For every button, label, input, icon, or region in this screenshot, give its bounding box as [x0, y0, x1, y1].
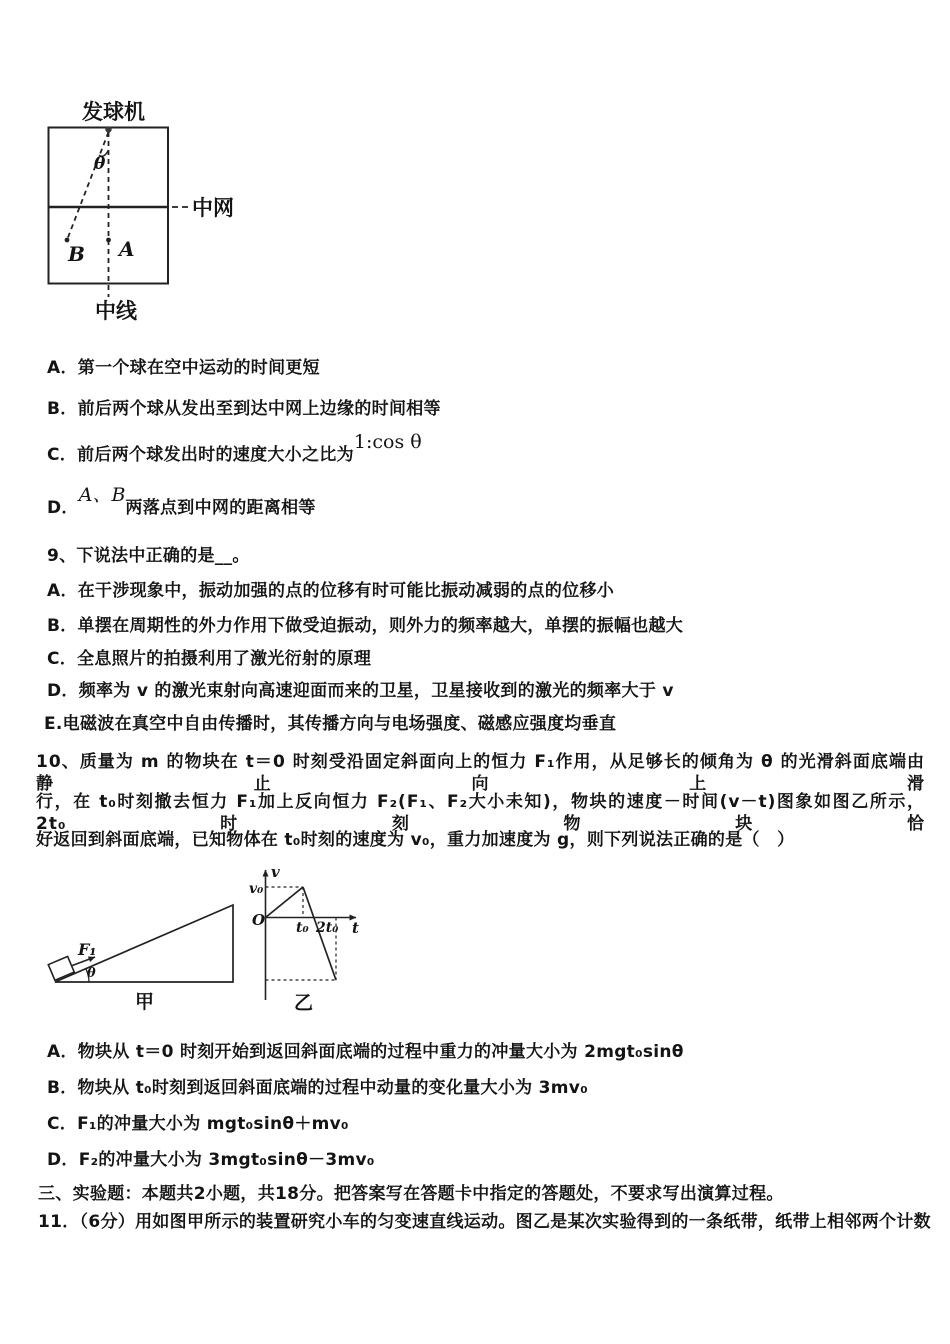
q8-option-d-points: A、B	[78, 484, 126, 506]
q8-option-a	[47, 357, 320, 379]
serve-machine-figure	[30, 90, 260, 335]
q9-option-c: C．全息照片的拍摄利用了激光衍射的原理	[47, 649, 372, 669]
q10-stem-line-2: 行，在 t₀时刻撤去恒力 F₁加上反向恒力 F₂(F₁、F₂大小未知)，物块的速度－时间(v－t)图象如图乙所示，2t₀时刻物块恰	[36, 792, 925, 834]
q8-option-c-text: 前后两个球发出时的速度大小之比为	[77, 445, 354, 465]
t0-label: t₀	[296, 920, 309, 936]
section-3-header: 三、实验题：本题共2小题，共18分。把答案写在答题卡中指定的答题处，不要求写出演算过程。	[38, 1184, 784, 1204]
launcher-label: 发球机	[82, 100, 145, 124]
net-label: 中网	[192, 196, 234, 220]
q9-title: 9、下说法中正确的是__。	[47, 546, 250, 566]
block	[48, 956, 74, 980]
q8-option-c-letter: C．	[47, 445, 78, 465]
centerline-label: 中线	[95, 299, 137, 323]
q9-option-b: B．单摆在周期性的外力作用下做受迫振动，则外力的频率越大，单摆的振幅也越大	[47, 616, 684, 636]
q10-option-c: C．F₁的冲量大小为 mgt₀sinθ＋mv₀	[47, 1114, 349, 1134]
graph-caption: 乙	[294, 992, 314, 1014]
q8-option-b-letter: B．	[47, 399, 78, 419]
q8-option-d-text: 两落点到中网的距离相等	[125, 498, 316, 518]
q8-option-c	[47, 431, 422, 466]
force-label: F₁	[78, 940, 97, 959]
q8-option-d-letter: D．	[47, 498, 79, 518]
q9-option-a: A．在干涉现象中，振动加强的点的位移有时可能比振动减弱的点的位移小	[47, 581, 615, 601]
q10-stem-line-3: 好返回到斜面底端，已知物体在 t₀时刻的速度为 v₀，重力加速度为 g，则下列说法正确的是（ ）	[36, 830, 795, 850]
q10-option-d: D．F₂的冲量大小为 3mgt₀sinθ－3mv₀	[47, 1150, 375, 1170]
rising-segment	[266, 887, 304, 918]
q10-option-a: A．物块从 t＝0 时刻开始到返回斜面底端的过程中重力的冲量大小为 2mgt₀sinθ	[47, 1042, 684, 1062]
point-a-label: A	[119, 237, 135, 261]
incline-caption: 甲	[135, 991, 155, 1013]
t2-label: 2t₀	[316, 920, 339, 936]
q8-option-c-formula: 1:cos θ	[353, 431, 422, 453]
q10-stem-line-1: 10、质量为 m 的物块在 t＝0 时刻受沿固定斜面向上的恒力 F₁作用，从足够长的倾角为 θ 的光滑斜面底端由静止向上滑	[36, 752, 925, 794]
q8-option-b	[47, 398, 441, 420]
q8-option-a-letter: A．	[47, 358, 78, 378]
q10-option-b: B．物块从 t₀时刻到返回斜面底端的过程中动量的变化量大小为 3mv₀	[47, 1078, 588, 1098]
vt-graph-figure	[248, 862, 375, 1017]
q8-option-d	[47, 484, 316, 519]
origin-label: O	[252, 911, 266, 929]
t-axis-label: t	[352, 919, 359, 937]
v0-label: v₀	[249, 881, 264, 897]
angle-label: θ	[94, 154, 106, 174]
incline-angle-label: θ	[87, 966, 96, 981]
launcher-dot	[105, 126, 111, 132]
q11-stem: 11．（6分）用如图甲所示的装置研究小车的匀变速直线运动。图乙是某次实验得到的一条纸带，纸带上相邻两个计数	[38, 1212, 931, 1232]
q9-option-d: D．频率为 v 的激光束射向高速迎面而来的卫星，卫星接收到的激光的频率大于 v	[47, 681, 674, 701]
q8-option-b-text: 前后两个球从发出至到达中网上边缘的时间相等	[77, 399, 441, 419]
point-b-label: B	[68, 242, 85, 266]
q9-option-e: E.电磁波在真空中自由传播时，其传播方向与电场强度、磁感应强度均垂直	[44, 714, 617, 734]
q8-option-a-text: 第一个球在空中运动的时间更短	[77, 358, 320, 378]
landing-point-a-dot	[106, 238, 111, 243]
incline-figure	[40, 880, 250, 1015]
v-axis-label: v	[271, 863, 280, 881]
trajectory-b-dash	[67, 132, 109, 240]
